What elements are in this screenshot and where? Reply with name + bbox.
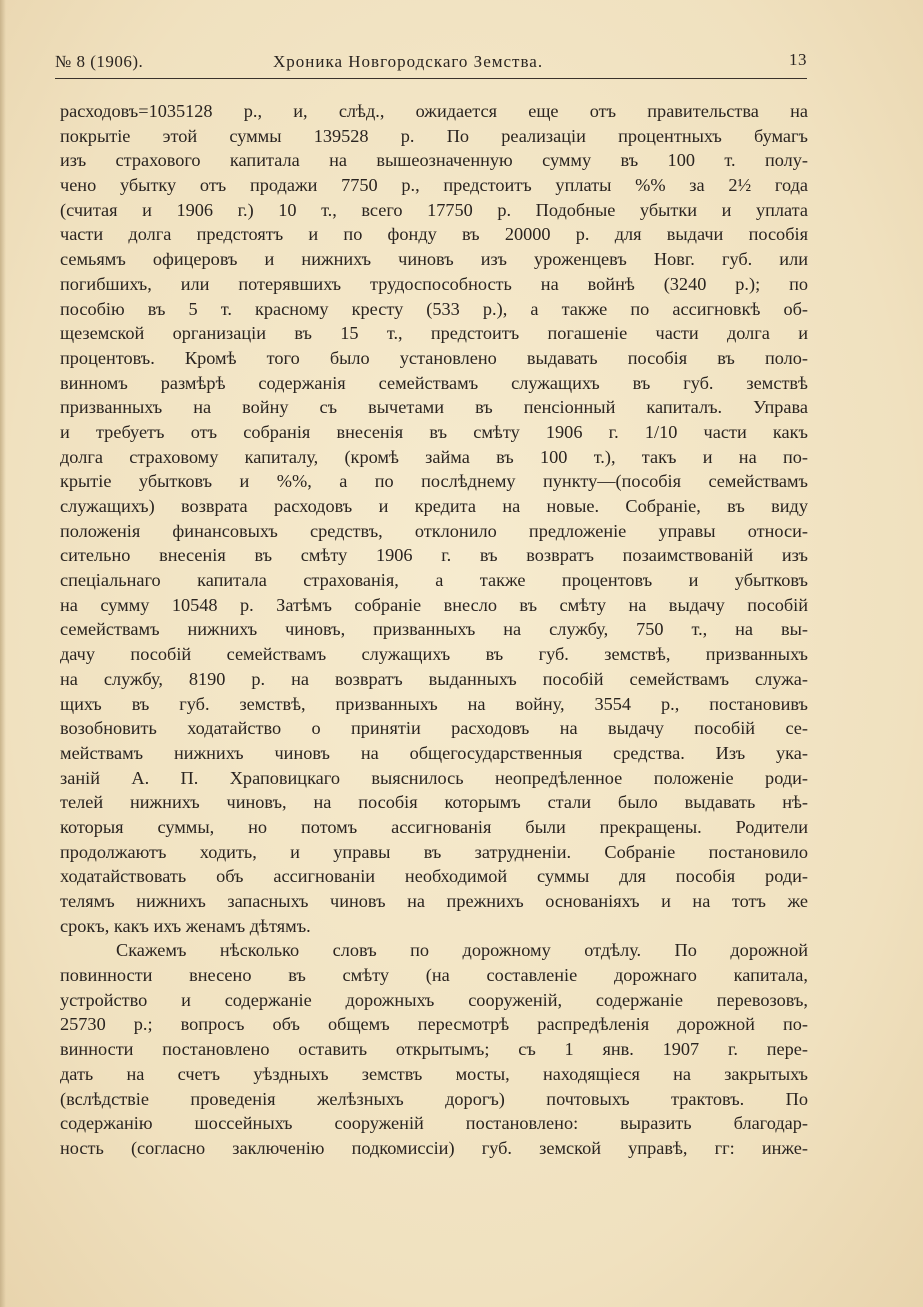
paragraph-start-line: Скажемъ нѣсколько словъ по дорожному отдѣлу. По дорожной: [116, 940, 808, 961]
text-line: сительно внесенія въ смѣту 1906 г. въ возвратъ позаимствованій изъ: [60, 545, 808, 566]
text-line: служащихъ) возврата расходовъ и кредита на новые. Собраніе, въ виду: [60, 496, 808, 516]
text-line: долга страховому капиталу, (кромѣ займа въ 100 т.), такъ и на по-: [60, 446, 808, 467]
text-line: чено убытку отъ продажи 7750 р., предстоитъ уплаты %% за 2½ года: [60, 175, 808, 196]
text-line: дачу пособій семействамъ служащихъ въ губ. земствѣ, призванныхъ: [60, 644, 808, 665]
text-line: возобновить ходатайство о принятіи расходовъ на выдачу пособій се-: [60, 718, 808, 739]
text-line: телямъ нижнихъ запасныхъ чиновъ на прежнихъ основаніяхъ и на тотъ же: [60, 891, 808, 911]
text-line: части долга предстоятъ и по фонду въ 20000 р. для выдачи пособія: [60, 224, 808, 245]
text-line: покрытіе этой суммы 139528 р. По реализаціи процентныхъ бумагъ: [60, 125, 808, 146]
text-line: щихъ въ губ. земствѣ, призванныхъ на войну, 3554 р., постановивъ: [60, 693, 808, 714]
text-line: устройство и содержаніе дорожныхъ сооруженій, содержаніе перевозовъ,: [60, 989, 808, 1010]
text-line: (считая и 1906 г.) 10 т., всего 17750 р. Подобные убытки и уплата: [60, 199, 808, 220]
text-line: 25730 р.; вопросъ объ общемъ пересмотрѣ распредѣленія дорожной по-: [60, 1014, 808, 1035]
text-line: повинности внесено въ смѣту (на составленіе дорожнаго капитала,: [60, 965, 808, 986]
body-text: [60, 99, 808, 1161]
text-line: и требуетъ отъ собранія внесенія въ смѣту 1906 г. 1/10 части какъ: [60, 421, 808, 442]
text-line: винности постановлено оставить открытымъ; съ 1 янв. 1907 г. пере-: [60, 1039, 808, 1060]
text-line: дать на счетъ уѣздныхъ земствъ мосты, находящіеся на закрытыхъ: [60, 1063, 808, 1084]
running-header: [55, 48, 807, 78]
text-line: погибшихъ, или потерявшихъ трудоспособность на войнѣ (3240 р.); по: [60, 273, 808, 294]
text-line: которыя суммы, но потомъ ассигнованія были прекращены. Родители: [60, 816, 808, 837]
text-line: изъ страхового капитала на вышеозначенную сумму въ 100 т. полу-: [60, 150, 808, 171]
header-rule: [55, 78, 807, 79]
text-line: (вслѣдствіе проведенія желѣзныхъ дорогъ) почтовыхъ трактовъ. По: [60, 1088, 808, 1109]
journal-title: Хроника Новгородскаго Земства.: [273, 52, 544, 71]
page-edge-shadow: [0, 0, 6, 1307]
issue-number: № 8 (1906).: [55, 52, 144, 71]
text-line: пособію въ 5 т. красному кресту (533 р.), а также по ассигновкѣ об-: [60, 298, 808, 319]
text-line: крытіе убытковъ и %%, а по послѣднему пункту—(пособія семействамъ: [60, 471, 808, 492]
text-line: мействамъ нижнихъ чиновъ на общегосударственныя средства. Изъ ука-: [60, 742, 808, 763]
page-number: 13: [789, 50, 807, 69]
text-line: семействамъ нижнихъ чиновъ, призванныхъ на службу, 750 т., на вы-: [60, 619, 808, 640]
text-line: на сумму 10548 р. Затѣмъ собраніе внесло въ смѣту на выдачу пособій: [60, 594, 808, 615]
text-line: ходатайствовать объ ассигнованіи необходимой суммы для пособія роди-: [60, 866, 808, 887]
text-line: положенія финансовыхъ средствъ, отклонило предложеніе управы относи-: [60, 520, 808, 541]
text-line: расходовъ=1035128 р., и, слѣд., ожидается еще отъ правительства на: [60, 101, 808, 121]
text-line: щеземской организаціи въ 15 т., предстоитъ погашеніе части долга и: [60, 323, 808, 344]
text-line: на службу, 8190 р. на возвратъ выданныхъ пособій семействамъ служа-: [60, 668, 808, 689]
text-line: ность (согласно заключенію подкомиссіи) губ. земской управѣ, гг: инже-: [60, 1137, 808, 1158]
text-line: спеціальнаго капитала страхованія, а также процентовъ и убытковъ: [60, 570, 808, 591]
text-line: призванныхъ на войну съ вычетами въ пенсіонный капиталъ. Управа: [60, 397, 808, 418]
paragraph-end-line: срокъ, какъ ихъ женамъ дѣтямъ.: [60, 915, 311, 936]
text-line: продолжаютъ ходить, и управы въ затрудненіи. Собраніе постановило: [60, 841, 808, 862]
text-line: семьямъ офицеровъ и нижнихъ чиновъ изъ уроженцевъ Новг. губ. или: [60, 249, 808, 270]
text-line: заній А. П. Храповицкаго выяснилось неопредѣленное положеніе роди-: [60, 767, 808, 788]
text-line: винномъ размѣрѣ содержанія семействамъ служащихъ въ губ. земствѣ: [60, 372, 808, 393]
text-line: телей нижнихъ чиновъ, на пособія которымъ стали было выдавать нѣ-: [60, 792, 808, 813]
text-line: содержанію шоссейныхъ сооруженій постановлено: выразить благодар-: [60, 1113, 808, 1134]
text-line: процентовъ. Кромѣ того было установлено выдавать пособія въ поло-: [60, 347, 808, 368]
